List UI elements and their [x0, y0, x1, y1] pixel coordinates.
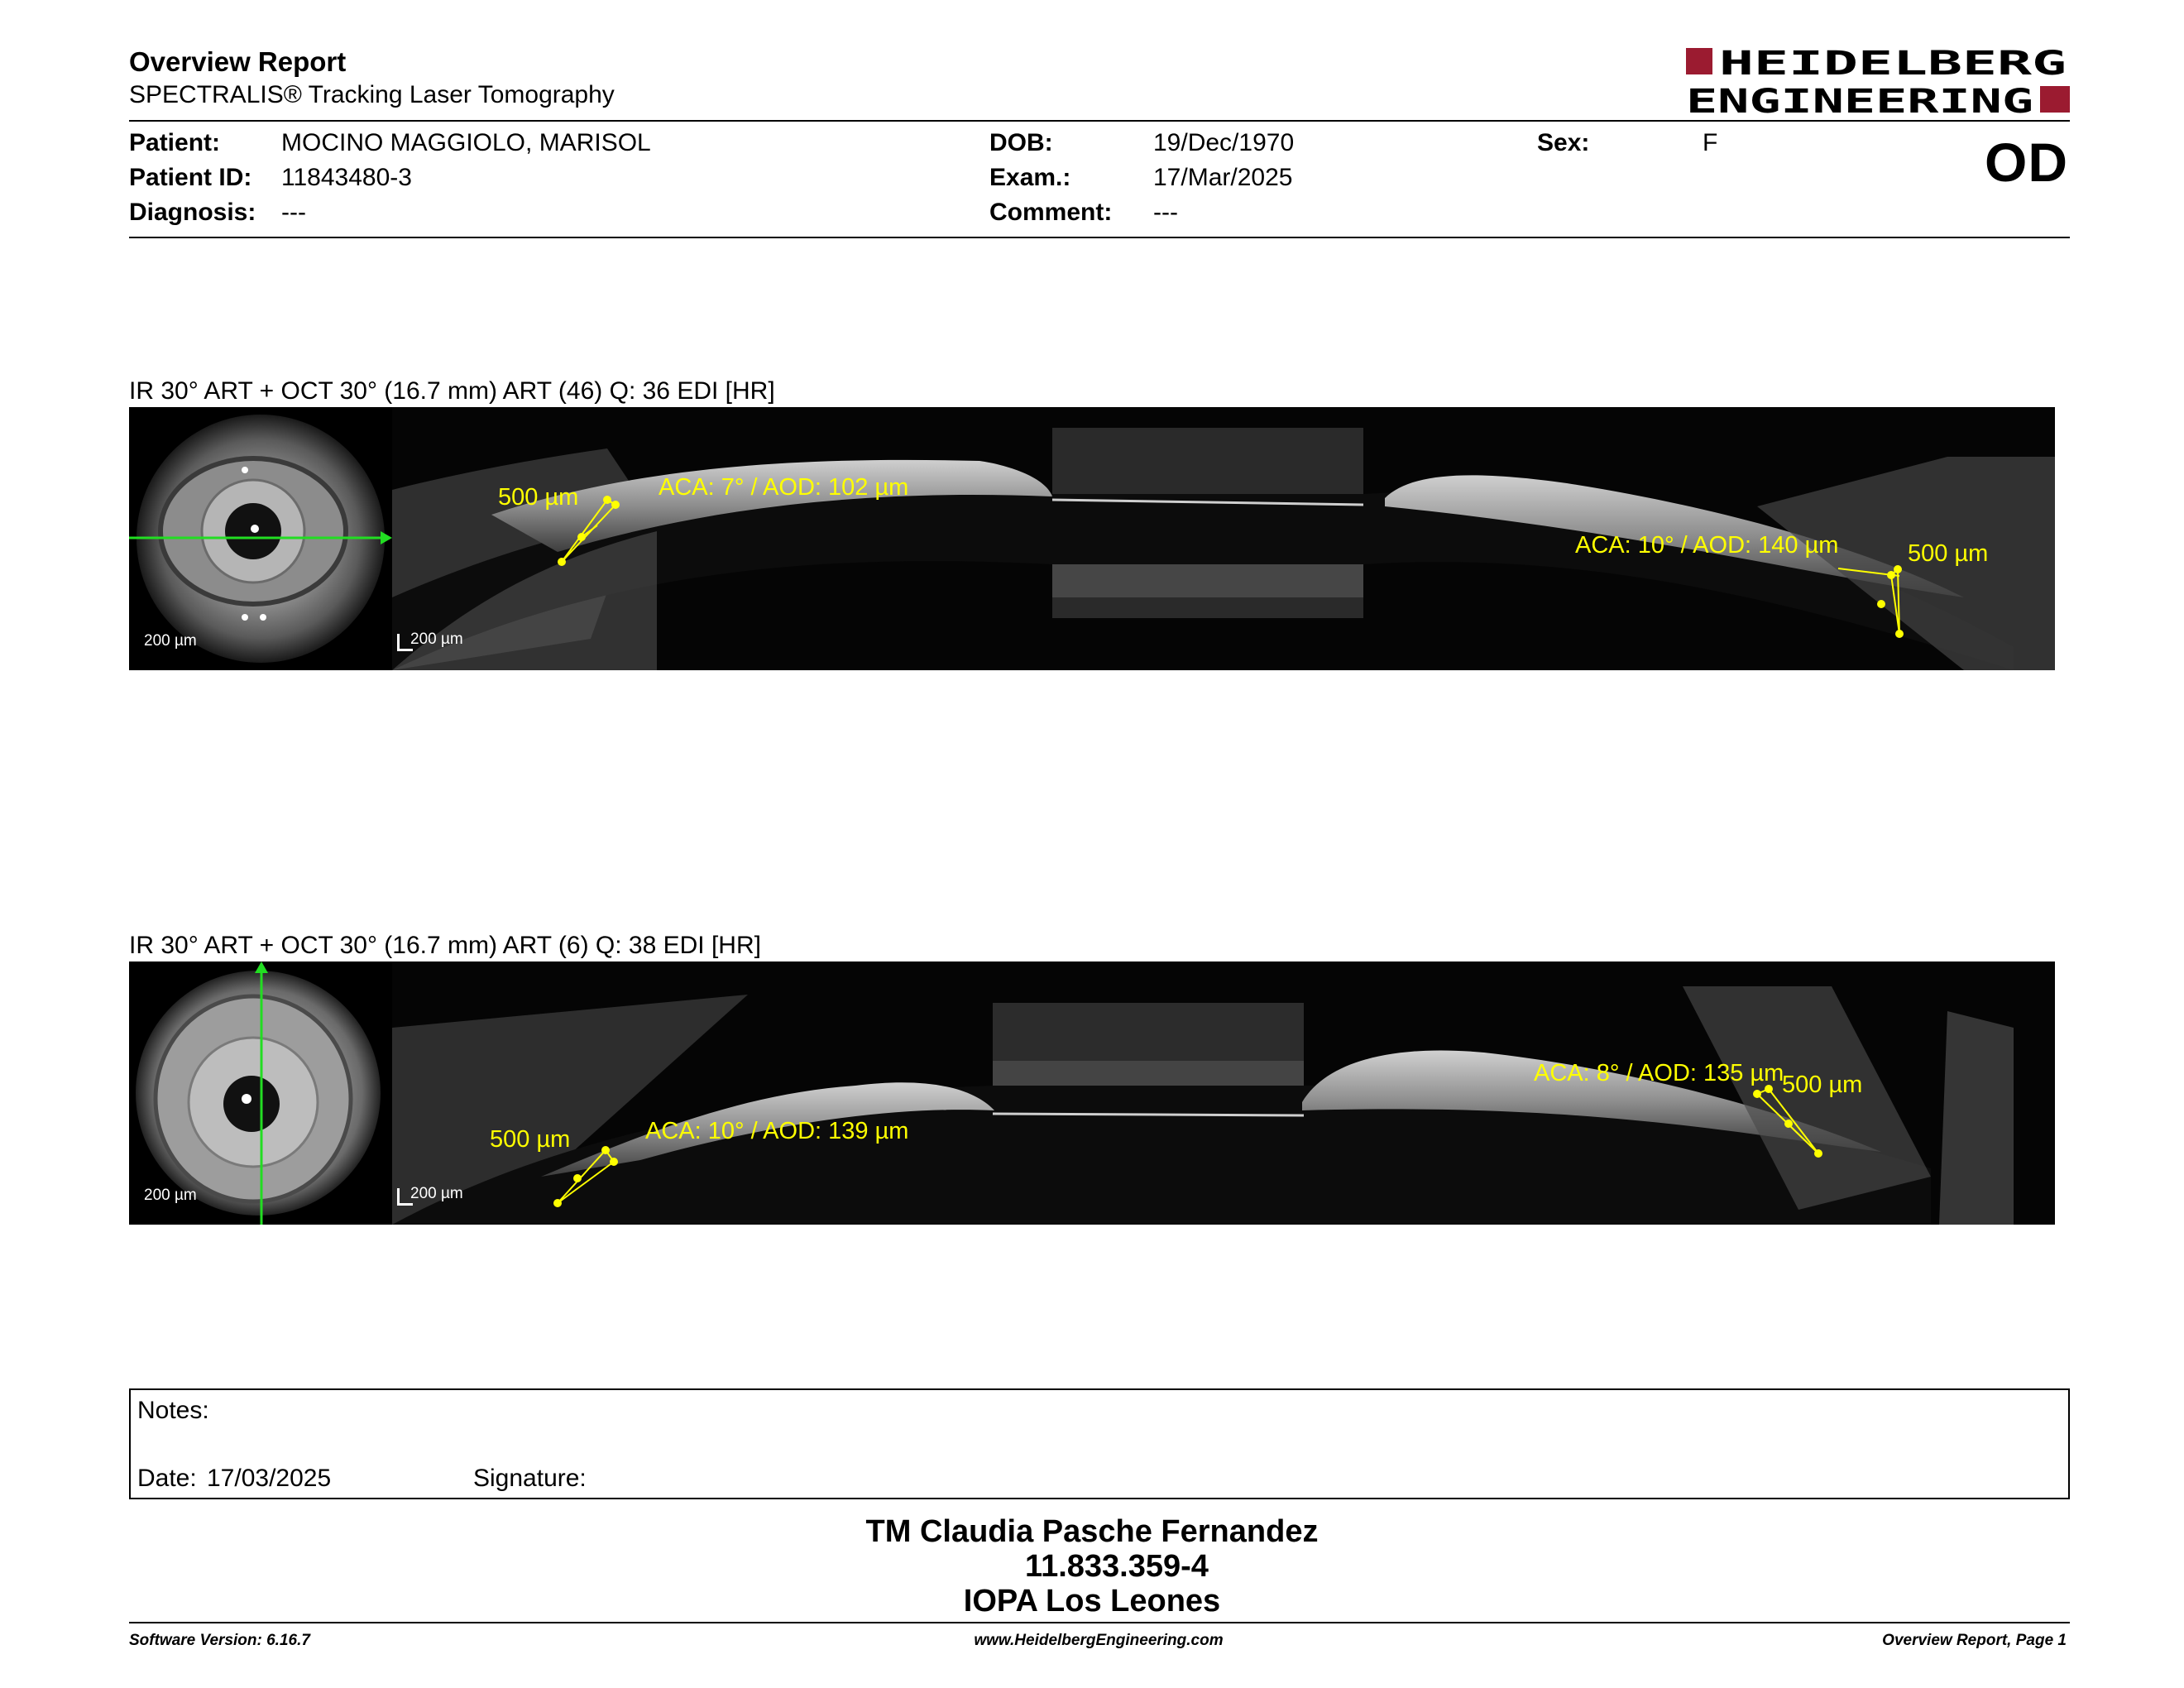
svg-text:ENGINEERING: ENGINEERING — [1686, 83, 2033, 117]
stamp-name: TM Claudia Pasche Fernandez — [865, 1514, 1319, 1549]
scan-2-ir-fundus-image[interactable] — [129, 961, 392, 1225]
comment-label: Comment: — [989, 199, 1113, 226]
date-label: Date: — [137, 1465, 197, 1492]
svg-text:HEIDELBERG: HEIDELBERG — [1719, 45, 2067, 83]
scan-2-oct-scale: 200 µm — [410, 1185, 463, 1202]
scan-1-left-measure-label: ACA: 7° / AOD: 102 µm — [659, 474, 909, 501]
notes-label: Notes: — [137, 1397, 209, 1424]
scan-1-ir-fundus-image[interactable] — [129, 407, 392, 670]
page-indicator: Overview Report, Page 1 — [1882, 1632, 2067, 1649]
website-link[interactable]: www.HeidelbergEngineering.com — [974, 1632, 1224, 1649]
software-version: Software Version: 6.16.7 — [129, 1632, 310, 1649]
patient-id-label: Patient ID: — [129, 164, 252, 191]
sex-value: F — [1703, 129, 1718, 156]
footer-divider — [129, 1622, 2070, 1623]
scan-1-caption: IR 30° ART + OCT 30° (16.7 mm) ART (46) Q: 36 EDI [HR] — [129, 377, 775, 405]
notes-box[interactable] — [129, 1388, 2070, 1499]
eye-indicator: OD — [1985, 132, 2068, 193]
patient-divider — [129, 237, 2070, 238]
scan-1-panel — [129, 407, 2055, 670]
scan-2-caption: IR 30° ART + OCT 30° (16.7 mm) ART (6) Q: 38 EDI [HR] — [129, 932, 761, 959]
scan-1-right-measure-label: ACA: 10° / AOD: 140 µm — [1575, 532, 1839, 559]
scan-2-left-measure-label: ACA: 10° / AOD: 139 µm — [645, 1118, 909, 1144]
date-value: 17/03/2025 — [207, 1465, 332, 1492]
dob-label: DOB: — [989, 129, 1053, 156]
stamp-id: 11.833.359-4 — [1025, 1549, 1209, 1584]
sex-label: Sex: — [1537, 129, 1590, 156]
report-subtitle: SPECTRALIS® Tracking Laser Tomography — [129, 81, 615, 108]
patient-name: MOCINO MAGGIOLO, MARISOL — [281, 129, 651, 156]
patient-id: 11843480-3 — [281, 164, 412, 191]
scan-1-oct-image[interactable] — [392, 407, 2055, 670]
scan-2-ir-scale: 200 µm — [144, 1187, 197, 1204]
scan-1-left-ruler-label: 500 µm — [498, 484, 579, 511]
scan-2-panel — [129, 961, 2055, 1225]
exam-value: 17/Mar/2025 — [1153, 164, 1293, 191]
patient-label: Patient: — [129, 129, 221, 156]
scan-2-right-ruler-label: 500 µm — [1782, 1072, 1863, 1098]
scan-1-ir-scale: 200 µm — [144, 632, 197, 650]
scan-1-oct-scale: 200 µm — [410, 631, 463, 648]
header-divider — [129, 120, 2070, 122]
comment-value: --- — [1153, 199, 1178, 226]
scan-2-right-measure-label: ACA: 8° / AOD: 135 µm — [1534, 1060, 1784, 1086]
scan-1-right-ruler-label: 500 µm — [1908, 540, 1989, 567]
scan-2-scan-arrow-icon — [255, 961, 268, 973]
scan-1-scan-arrow-icon — [381, 531, 392, 544]
report-title: Overview Report — [129, 46, 347, 77]
dob-value: 19/Dec/1970 — [1153, 129, 1295, 156]
scan-2-left-ruler-label: 500 µm — [490, 1126, 571, 1153]
stamp-org: IOPA Los Leones — [963, 1584, 1221, 1618]
diagnosis-value: --- — [281, 199, 306, 226]
scan-2-oct-image[interactable] — [392, 961, 2055, 1225]
diagnosis-label: Diagnosis: — [129, 199, 256, 226]
exam-label: Exam.: — [989, 164, 1071, 191]
signature-label: Signature: — [473, 1465, 587, 1492]
heidelberg-logo — [1686, 43, 2070, 117]
